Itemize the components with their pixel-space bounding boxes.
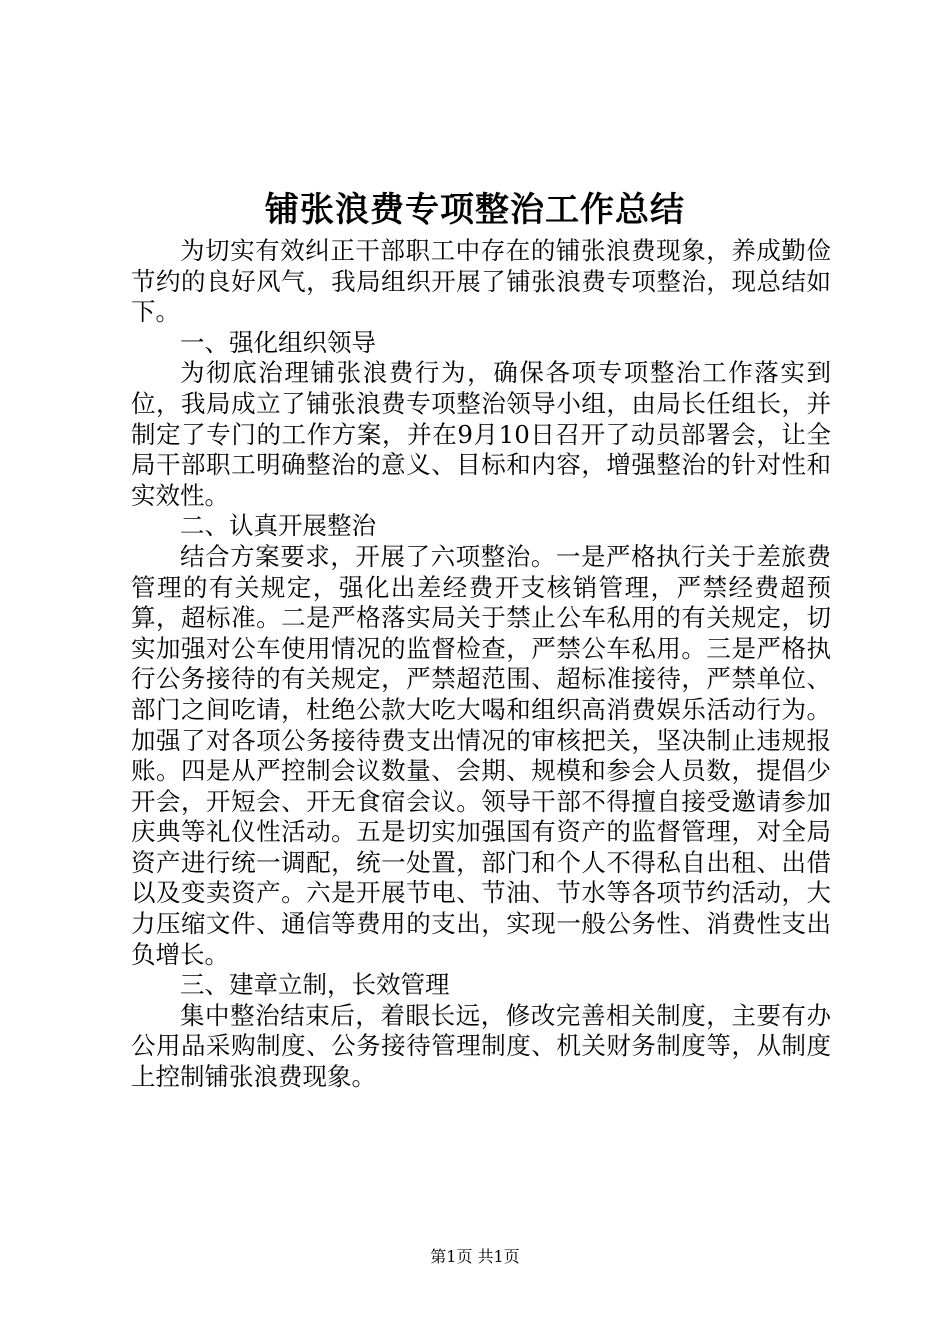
paragraph-section-3: 集中整治结束后，着眼长远，修改完善相关制度，主要有办公用品采购制度、公务接待管理制度、机关财务制度等，从制度上控制铺张浪费现象。 — [131, 1000, 831, 1092]
document-body — [131, 236, 831, 1093]
page-footer: 第1页 共1页 — [430, 1247, 520, 1266]
section-heading-2: 二、认真开展整治 — [180, 511, 376, 541]
paragraph-intro: 为切实有效纠正干部职工中存在的铺张浪费现象，养成勤俭节约的良好风气，我局组织开展了铺张浪费专项整治，现总结如下。 — [131, 236, 831, 327]
paragraph-section-1: 为彻底治理铺张浪费行为，确保各项专项整治工作落实到位，我局成立了铺张浪费专项整治领导小组，由局长任组长，并制定了专门的工作方案，并在9月10日召开了动员部署会，让全局干部职工明确整治的意义、目标和内容，增强整治的针对性和实效性。 — [131, 358, 831, 510]
section-heading-1: 一、强化组织领导 — [180, 327, 376, 357]
paragraph-section-2: 结合方案要求，开展了六项整治。一是严格执行关于差旅费管理的有关规定，强化出差经费开支核销管理，严禁经费超预算，超标准。二是严格落实局关于禁止公车私用的有关规定，切实加强对公车使用情况的监督检查，严禁公车私用。三是严格执行公务接待的有关规定，严禁超范围、超标准接待，严禁单位、部门之间吃请，杜绝公款大吃大喝和组织高消费娱乐活动行为。加强了对各项公务接待费支出情况的审核把关，坚决制止违规报账。四是从严控制会议数量、会期、规模和参会人员数，提倡少开会，开短会、开无食宿会议。领导干部不得擅自接受邀请参加庆典等礼仪性活动。五是切实加强国有资产的监督管理，对全局资产进行统一调配，统一处置，部门和个人不得私自出租、出借以及变卖资产。六是开展节电、节油、节水等各项节约活动，大力压缩文件、通信等费用的支出，实现一般公务性、消费性支出负增长。 — [131, 541, 831, 969]
section-heading-3: 三、建章立制，长效管理 — [180, 970, 450, 1000]
page-title: 铺张浪费专项整治工作总结 — [265, 190, 685, 230]
